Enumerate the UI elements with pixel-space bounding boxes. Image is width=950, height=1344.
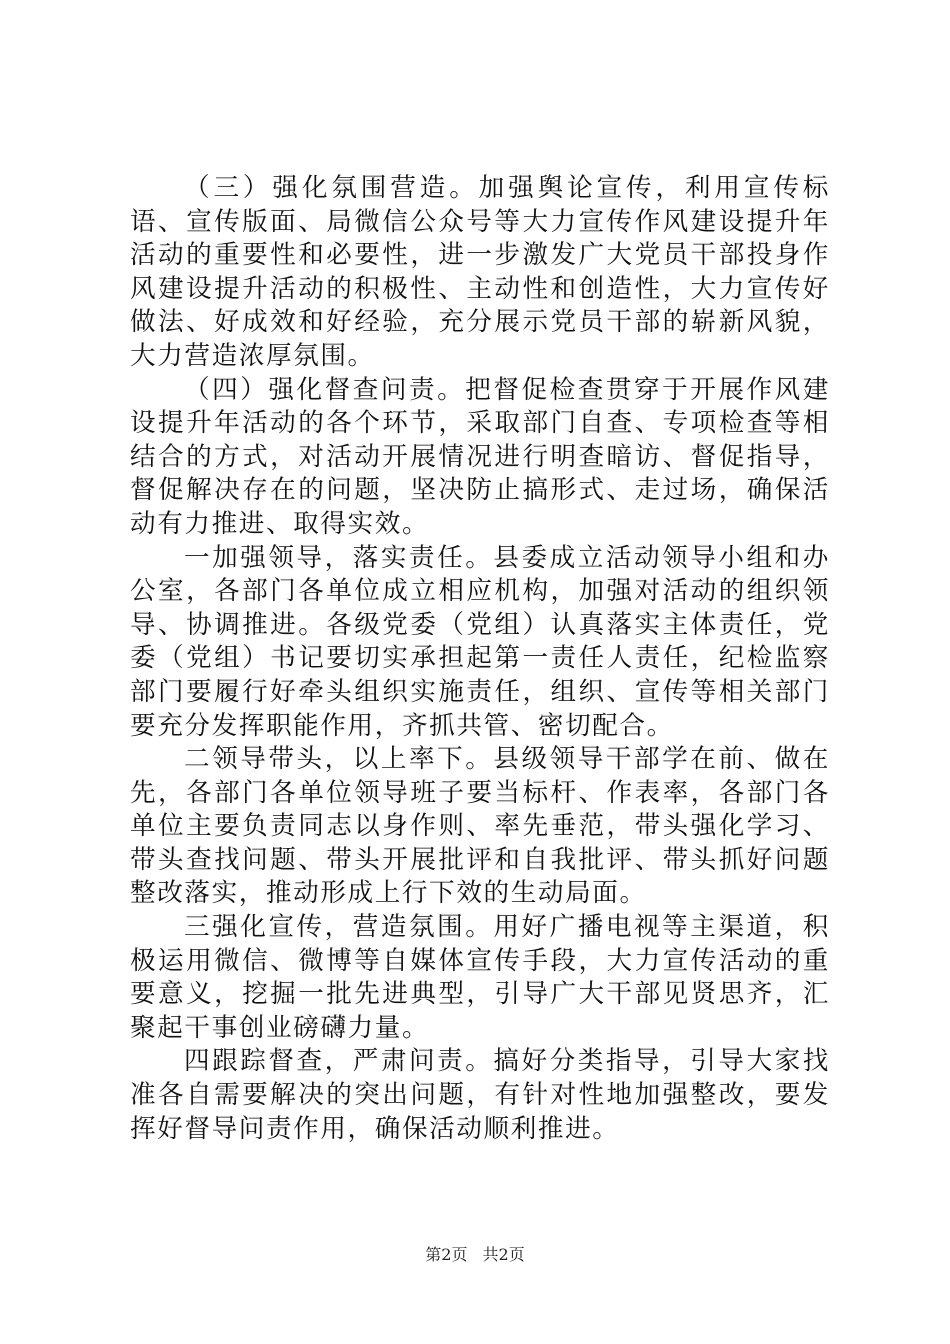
page-total: 共2页 — [482, 1245, 525, 1264]
paragraph-strengthen-leadership: 一加强领导，落实责任。县委成立活动领导小组和办公室，各部门各单位成立相应机构，加强对活动的组织领导、协调推进。各级党委（党组）认真落实主体责任，党委（党组）书记要切实承担起第一责任人责任，纪检监察部门要履行好牵头组织实施责任，组织、宣传等相关部门要充分发挥职能作用，齐抓共管、密切配合。 — [130, 542, 830, 741]
paragraph-strengthen-publicity: 三强化宣传，营造氛围。用好广播电视等主渠道，积极运用微信、微博等自媒体宣传手段，大力宣传活动的重要意义，挖掘一批先进典型，引导广大干部见贤思齐，汇聚起干事创业磅礴力量。 — [130, 912, 830, 1043]
paragraph-strengthen-supervision: （四）强化督查问责。把督促检查贯穿于开展作风建设提升年活动的各个环节，采取部门自查、专项检查等相结合的方式，对活动开展情况进行明查暗访、督促指导，督促解决存在的问题，坚决防止搞形式、走过场，确保活动有力推进、取得实效。 — [130, 374, 830, 539]
page-number: 第2页 — [425, 1245, 468, 1264]
paragraph-follow-up-accountability: 四跟踪督查，严肃问责。搞好分类指导，引导大家找准各自需要解决的突出问题，有针对性地加强整改，要发挥好督导问责作用，确保活动顺利推进。 — [130, 1046, 830, 1144]
page-footer — [0, 1244, 950, 1266]
document-body — [130, 172, 830, 1146]
paragraph-leaders-take-lead: 二领导带头，以上率下。县级领导干部学在前、做在先，各部门各单位领导班子要当标杆、作表率，各部门各单位主要负责同志以身作则、率先垂范，带头强化学习、带头查找问题、带头开展批评和自我批评、带头抓好问题整改落实，推动形成上行下效的生动局面。 — [130, 744, 830, 909]
paragraph-strengthen-atmosphere: （三）强化氛围营造。加强舆论宣传，利用宣传标语、宣传版面、局微信公众号等大力宣传作风建设提升年活动的重要性和必要性，进一步激发广大党员干部投身作风建设提升活动的积极性、主动性和创造性，大力宣传好做法、好成效和好经验，充分展示党员干部的崭新风貌，大力营造浓厚氛围。 — [130, 173, 830, 371]
